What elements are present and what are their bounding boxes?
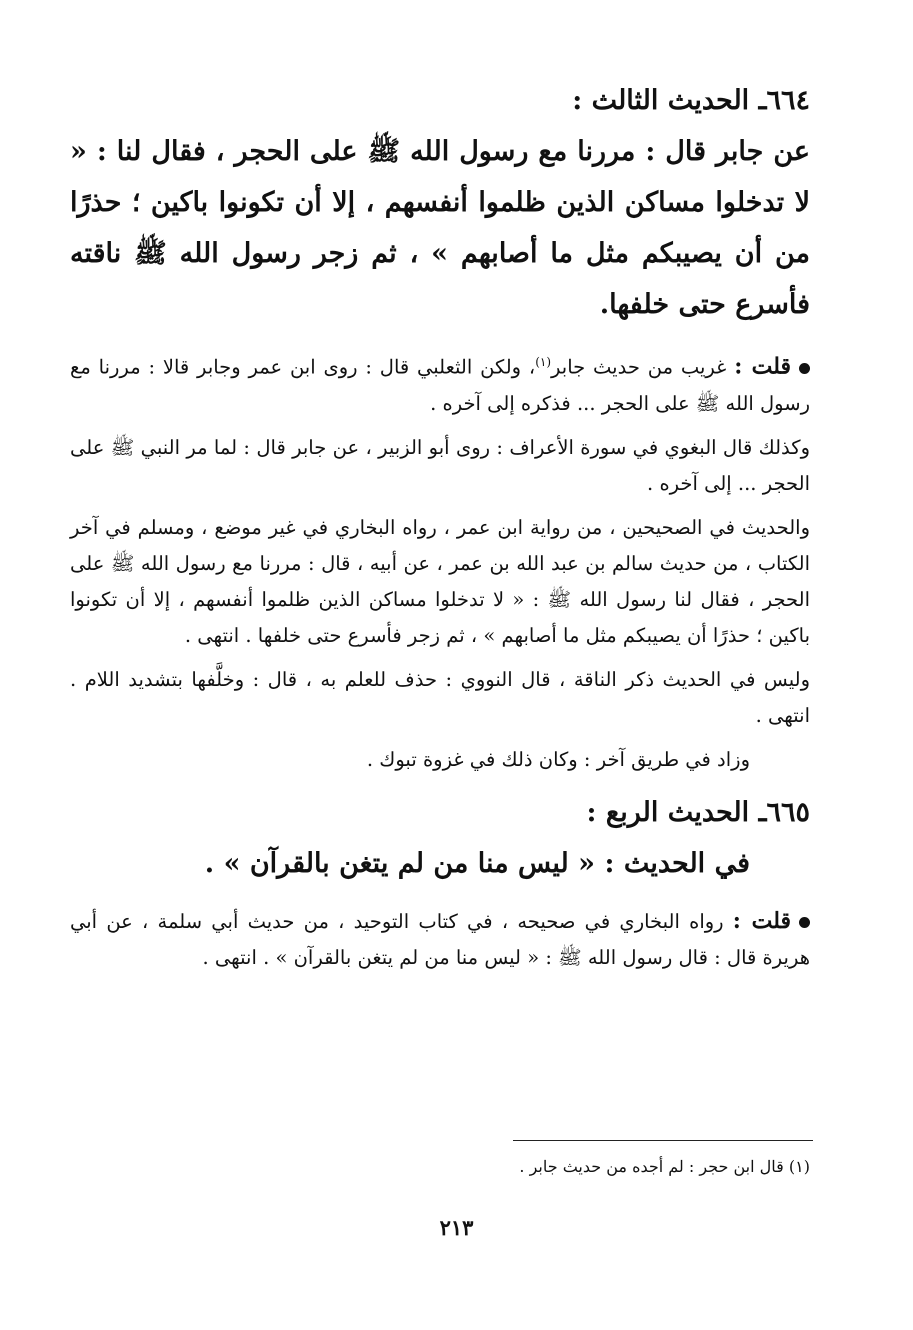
bullet-icon	[799, 917, 810, 928]
hadith-664-heading: ٦٦٤ـ الحديث الثالث :	[572, 85, 810, 116]
hadith-665-text: في الحديث : « ليس منا من لم يتغن بالقرآن » .	[204, 847, 750, 879]
comment-text: غريب من حديث جابر	[551, 355, 727, 379]
comment-664-paragraph-2: وكذلك قال البغوي في سورة الأعراف : روى أبو الزبير ، عن جابر قال : لما مر النبي ﷺ على الحجر ... إلى آخره .	[70, 435, 810, 495]
footnote	[70, 1154, 810, 1180]
page-body	[70, 80, 810, 984]
footnote-reference[interactable]: (١)	[535, 355, 552, 369]
bullet-icon	[799, 363, 810, 374]
footnote-text: قال ابن حجر : لم أجده من حديث جابر .	[519, 1157, 784, 1176]
comment-664-paragraph-5: وزاد في طريق آخر : وكان ذلك في غزوة تبوك .	[366, 747, 750, 771]
comment-665-paragraph-1	[70, 903, 810, 976]
comment-lead: قلت :	[732, 907, 791, 934]
comment-664-paragraph-4: وليس في الحديث ذكر الناقة ، قال النووي : حذف للعلم به ، قال : وخلَّفها بتشديد اللام . انتهى .	[70, 667, 810, 727]
comment-664-paragraph-3: والحديث في الصحيحين ، من رواية ابن عمر ، رواه البخاري في غير موضع ، ومسلم في آخر الكتاب ، من حديث سالم بن عبد الله بن عمر ، عن أبيه ، قال : مررنا مع رسول الله ﷺ على الحجر ، فقال لنا رسول الله ﷺ : « لا تدخلوا مساكن الذين ظلموا أنفسهم ، إلا أن تكونوا باكين ؛ حذرًا أن يصيبكم مثل ما أصابهم » ، ثم زجر فأسرع حتى خلفها . انتهى .	[70, 515, 810, 647]
comment-text-continued: ، ولكن الثعلبي قال : روى ابن عمر وجابر قالا : مررنا مع رسول الله ﷺ على الحجر ... فذكره إلى آخره .	[70, 355, 810, 415]
hadith-665-heading: ٦٦٥ـ الحديث الربع :	[586, 796, 810, 828]
comment-lead: قلت :	[734, 353, 792, 380]
hadith-664-text: عن جابر قال : مررنا مع رسول الله ﷺ على الحجر ، فقال لنا : « لا تدخلوا مساكن الذين ظلموا أنفسهم ، إلا أن تكونوا باكين ؛ حذرًا من أن يصيبكم مثل ما أصابهم » ، ثم زجر رسول الله ﷺ ناقته فأسرع حتى خلفها.	[70, 136, 810, 320]
page-number: ٢١٣	[439, 1215, 474, 1240]
comment-664-paragraph-1	[70, 344, 810, 422]
comment-text: رواه البخاري في صحيحه ، في كتاب التوحيد ، من حديث أبي سلمة ، عن أبي هريرة قال : قال رسول الله ﷺ : « ليس منا من لم يتغن بالقرآن » . انتهى .	[70, 909, 810, 969]
footnote-marker: (١)	[788, 1157, 810, 1176]
footnote-divider	[513, 1140, 813, 1141]
